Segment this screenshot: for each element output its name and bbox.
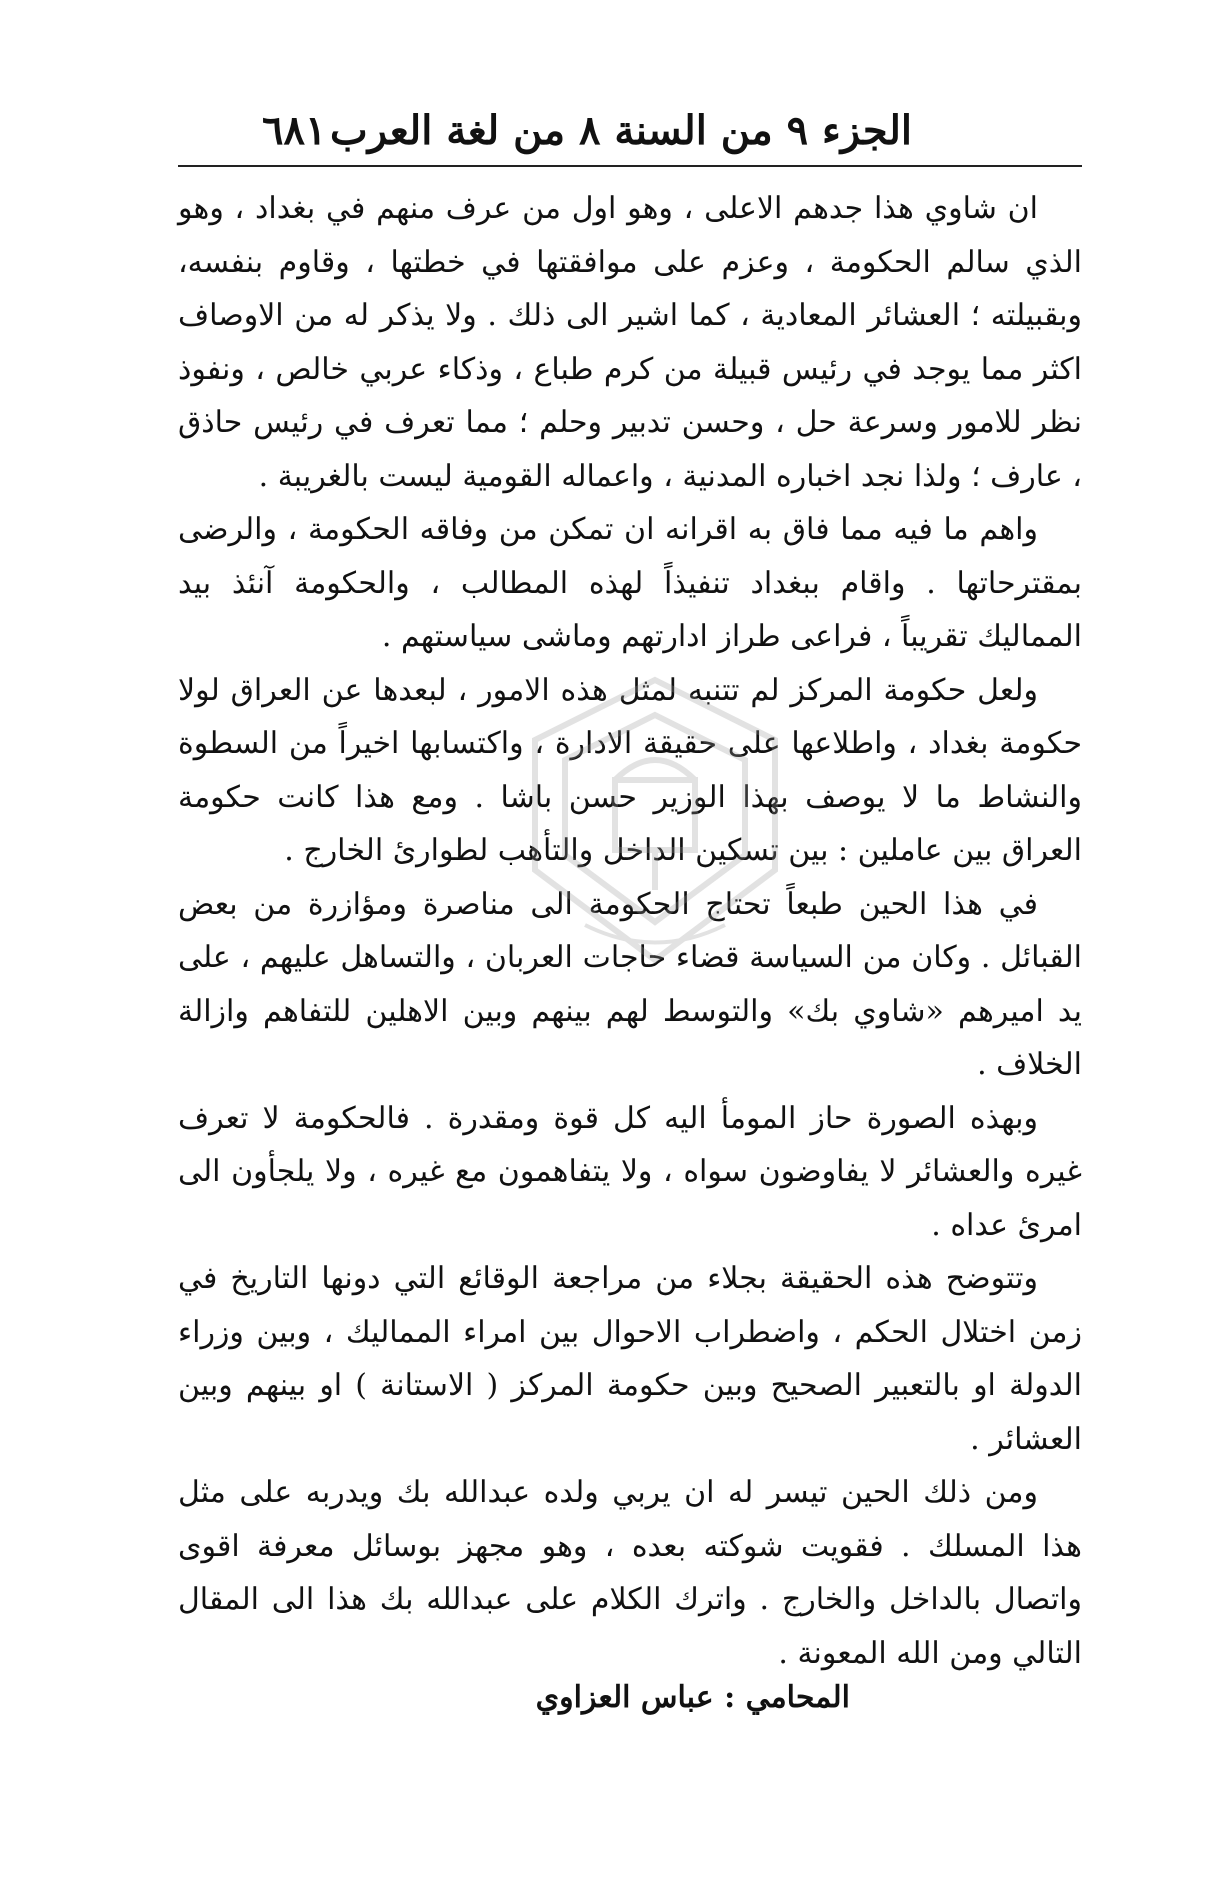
paragraph-2: واهم ما فيه مما فاق به اقرانه ان تمكن من وفاقه الحكومة ، والرضى بمقترحاتها . واقام ببغداد تنفيذاً لهذه المطالب ، والحكومة آنئذ بيد المماليك تقريباً ، فراعى طراز ادارتهم وماشى سياستهم .	[178, 512, 1082, 654]
page-number: ٦٨١	[262, 106, 327, 154]
paragraph-3: ولعل حكومة المركز لم تتنبه لمثل هذه الامور ، لبعدها عن العراق لولا حكومة بغداد ، واطلاعها على حقيقة الادارة ، واكتسابها اخيراً من السطوة والنشاط ما لا يوصف بهذا الوزير حسن باشا . ومع هذا كانت حكومة العراق بين عاملين : بين تسكين الداخل والتأهب لطوارئ الخارج .	[178, 672, 1082, 868]
paragraph-7: ومن ذلك الحين تيسر له ان يربي ولده عبدالله بك ويدربه على مثل هذا المسلك . فقويت شوكته بعده ، وهو مجهز بوسائل معرفة اقوى واتصال بالداخل والخارج . واترك الكلام على عبدالله بك هذا الى المقال التالي ومن الله المعونة .	[178, 1475, 1082, 1671]
page-header	[262, 100, 912, 160]
paragraph-5: وبهذه الصورة حاز المومأ اليه كل قوة ومقدرة . فالحكومة لا تعرف غيره والعشائر لا يفاوضون سواه ، ولا يتفاهمون مع غيره ، ولا يلجأون الى امرئ عداه .	[178, 1100, 1082, 1243]
paragraph-1: ان شاوي هذا جدهم الاعلى ، وهو اول من عرف منهم في بغداد ، وهو الذي سالم الحكومة ، وعزم على موافقتها في خطتها ، وقاوم بنفسه، وبقبيلته ؛ العشائر المعادية ، كما اشير الى ذلك . ولا يذكر له من الاوصاف اكثر مما يوجد في رئيس قبيلة من كرم طباع ، وذكاء عربي خالص ، ونفوذ نظر للامور وسرعة حل ، وحسن تدبير وحلم ؛ مما تعرف في رئيس حاذق ، عارف ؛ ولذا نجد اخباره المدنية ، واعماله القومية ليست بالغريبة .	[178, 191, 1082, 494]
paragraph-4: في هذا الحين طبعاً تحتاج الحكومة الى مناصرة ومؤازرة من بعض القبائل . وكان من السياسة قضاء حاجات العربان ، والتساهل عليهم ، على يد اميرهم «شاوي بك» والتوسط لهم بينهم وبين الاهلين للتفاهم وازالة الخلاف .	[178, 886, 1082, 1082]
header-rule	[178, 165, 1082, 167]
library-seal-icon	[505, 660, 805, 980]
running-title: الجزء ٩ من السنة ٨ من لغة العرب	[330, 106, 912, 154]
paragraph-6: وتتوضح هذه الحقيقة بجلاء من مراجعة الوقائع التي دونها التاريخ في زمن اختلال الحكم ، واضطراب الاحوال بين امراء المماليك ، وبين وزراء الدولة او بالتعبير الصحيح وبين حكومة المركز ( الاستانة ) او بينهم وبين العشائر .	[178, 1261, 1082, 1457]
author-signature: المحامي : عباس العزاوي	[535, 1680, 850, 1715]
